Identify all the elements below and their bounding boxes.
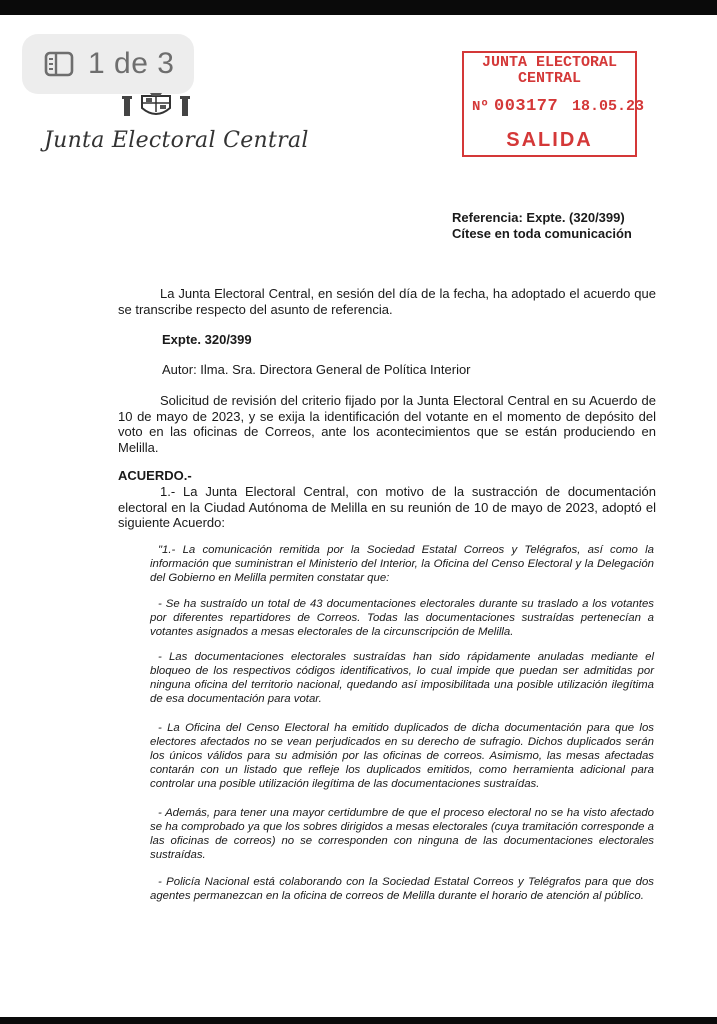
acuerdo-heading: ACUERDO.-: [118, 468, 192, 483]
stamp-number: 003177: [494, 97, 559, 116]
quote-paragraph: - Las documentaciones electorales sustraídas han sido rápidamente anuladas mediante el bloqueo de los respectivos códigos identificativos, lo cual impide que puedan ser admitidas por ninguna oficina del territorio nacional, quedando así imposibilitada una posible utilización ilegítima de esa documentación para votar.: [150, 651, 654, 705]
request-paragraph: Solicitud de revisión del criterio fijado por la Junta Electoral Central en su Acuerdo de 10 de mayo de 2023, y se exija la identificación del votante en el momento de depósito del voto en las oficinas de Correos, ante los acontecimientos que se están produciendo en Melilla.: [118, 393, 656, 455]
quote-paragraph: - Se ha sustraído un total de 43 documentaciones electorales durante su traslado a los votantes por diferentes repartidores de Correos. Todas las documentaciones sustraídas pertenecían a votantes asignados a mesas electorales de la circunscripción de Melilla.: [150, 598, 654, 638]
bottom-black-bar: [0, 1017, 717, 1024]
top-black-bar: [0, 0, 717, 15]
quote-paragraph: - La Oficina del Censo Electoral ha emitido duplicados de dicha documentación para que los electores afectados no se vean perjudicados en su derecho de sufragio. Dichos duplicados serán los únicos válidos para su admisión por las oficinas de correos. Asimismo, las mesas afectadas contarán con un listado que refleje los duplicados emitidos, como herramienta adicional para controlar una posible utilización ilegítima de las documentaciones sustraídas.: [150, 722, 654, 790]
book-icon: [44, 51, 74, 77]
stamp-number-label: Nº: [472, 99, 489, 115]
author-line: Autor: Ilma. Sra. Directora General de Política Interior: [162, 362, 471, 377]
stamp-date: 18.05.23: [572, 98, 645, 115]
quote-paragraph: "1.- La comunicación remitida por la Sociedad Estatal Correos y Telégrafos, así como la información que suministran el Ministerio del Interior, la Oficina del Censo Electoral y la Delegación del Gobierno en Melilla permiten constatar que:: [150, 544, 654, 584]
institution-name: Junta Electoral Central: [44, 128, 309, 153]
intro-paragraph: La Junta Electoral Central, en sesión del día de la fecha, ha adoptado el acuerdo que se transcribe respecto del asunto de referencia.: [118, 286, 656, 317]
page-indicator-text: 1 de 3: [88, 47, 175, 80]
stamp-status: SALIDA: [506, 129, 593, 151]
stamp-organization: JUNTA ELECTORAL CENTRAL: [481, 54, 618, 87]
citation-line: Cítese en toda comunicación: [452, 226, 632, 241]
reference-line: Referencia: Expte. (320/399): [452, 210, 625, 225]
expediente-heading: Expte. 320/399: [162, 332, 252, 347]
quote-paragraph: - Además, para tener una mayor certidumbre de que el proceso electoral no se ha visto afectado se ha comprobado ya que los sobres dirigidos a mesas electorales (cuya tramitación corresponde a las oficinas de correos) no se corresponden con ninguna de las documentaciones electorales sustraídas.: [150, 807, 654, 861]
quote-paragraph: - Policía Nacional está colaborando con la Sociedad Estatal Correos y Telégrafos para que dos agentes permanezcan en la oficina de correos de Melilla durante el horario de atención al público.: [150, 876, 654, 902]
page-indicator-badge[interactable]: [22, 34, 194, 94]
coat-of-arms-icon: [120, 92, 192, 118]
acuerdo-intro-paragraph: 1.- La Junta Electoral Central, con motivo de la sustracción de documentación electoral en la Ciudad Autónoma de Melilla en su reunión de 10 de mayo de 2023, adoptó el siguiente Acuerdo:: [118, 484, 656, 530]
reference-block: [452, 210, 632, 242]
registry-stamp: [462, 51, 645, 157]
